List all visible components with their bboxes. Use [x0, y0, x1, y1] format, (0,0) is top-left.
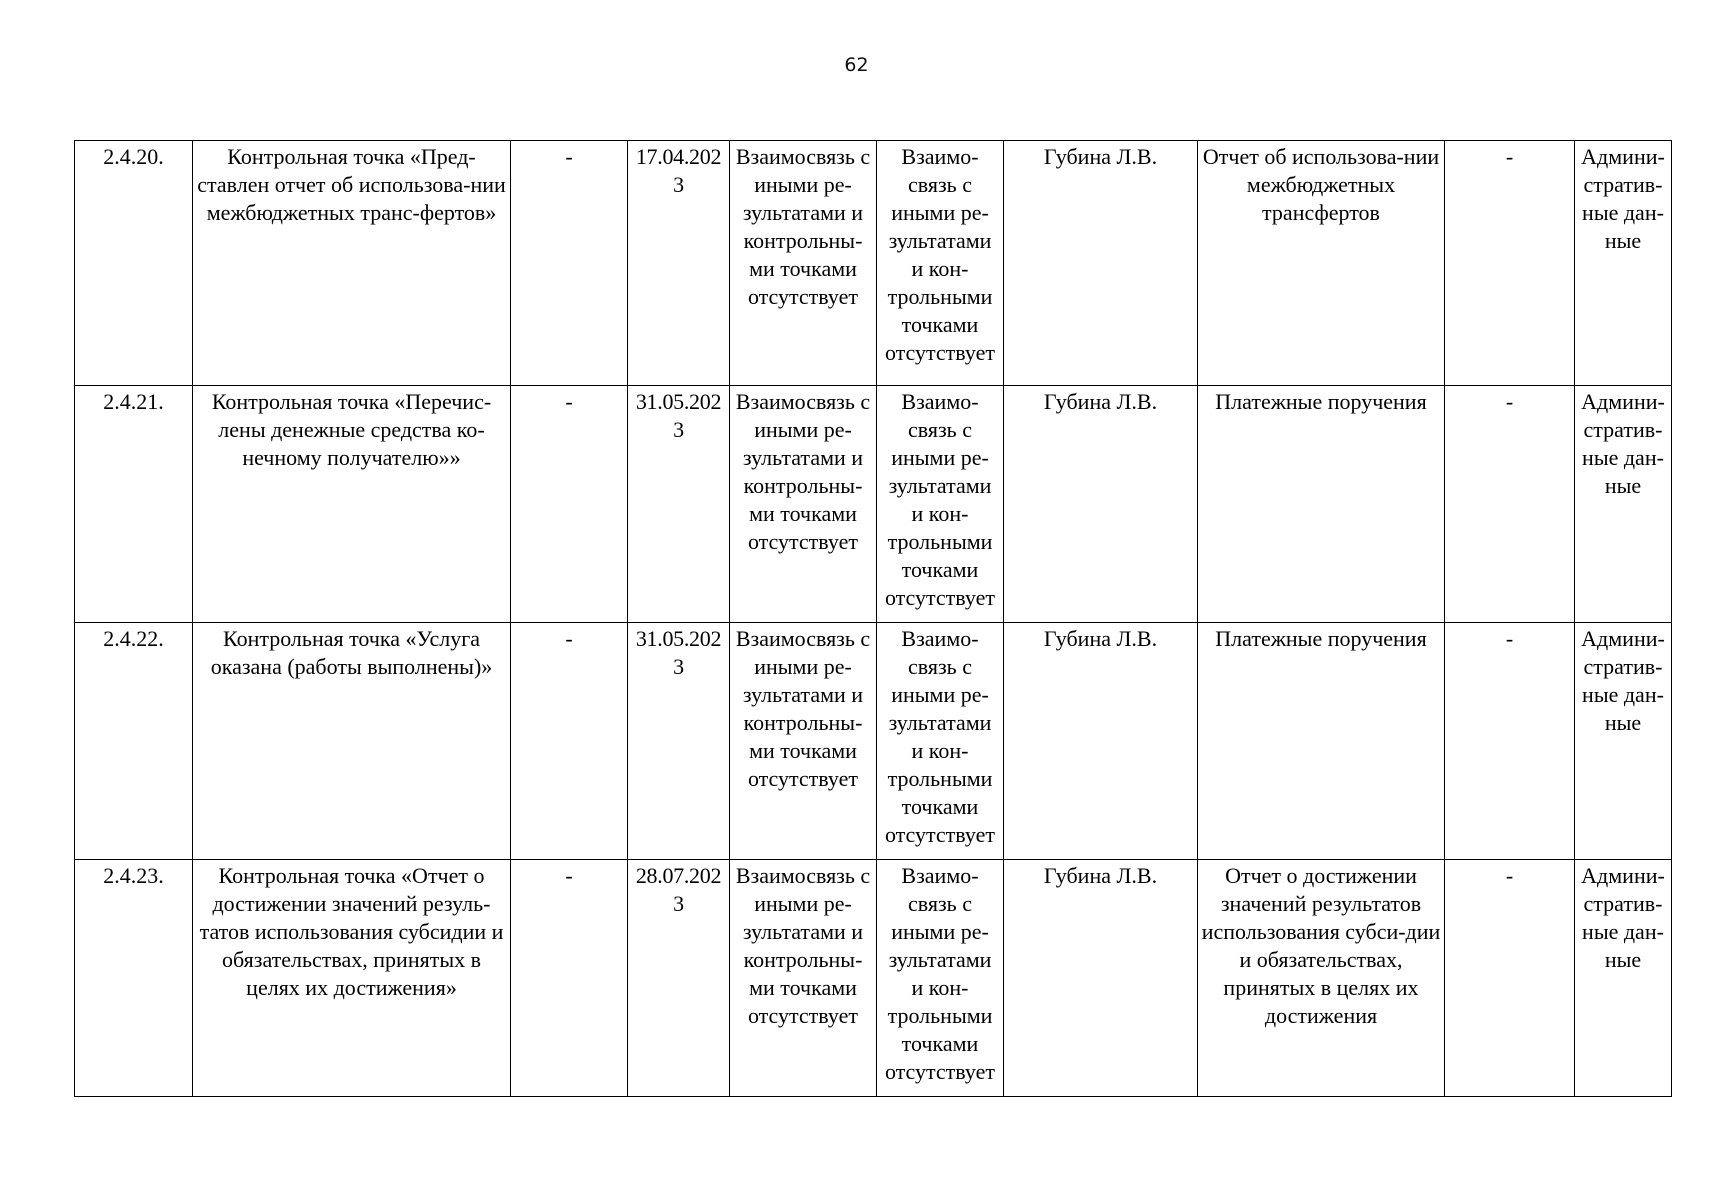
dash-cell: - — [511, 623, 628, 860]
link-results-cell: Взаимосвязь с иными ре-зультатами и контрольны-ми точками отсутствует — [730, 860, 877, 1097]
dash-cell: - — [1445, 623, 1575, 860]
responsible-cell: Губина Л.В. — [1004, 141, 1198, 386]
date-cell: 17.04.2023 — [628, 141, 730, 386]
control-point-name: Контрольная точка «Отчет о достижении значений резуль-татов использования субсидии и обязательствах, принятых в целях их достижения» — [193, 860, 511, 1097]
link-results-cell: Взаимосвязь с иными ре-зультатами и контрольны-ми точками отсутствует — [730, 141, 877, 386]
control-point-name: Контрольная точка «Перечис-лены денежные средства ко-нечному получателю»» — [193, 386, 511, 623]
table-row — [75, 386, 1672, 623]
source-cell: Админи-стратив-ные дан-ные — [1575, 141, 1672, 386]
document-cell: Платежные поручения — [1198, 623, 1445, 860]
dash-cell: - — [1445, 386, 1575, 623]
control-point-name: Контрольная точка «Услуга оказана (работы выполнены)» — [193, 623, 511, 860]
dash-cell: - — [511, 386, 628, 623]
date-cell: 31.05.2023 — [628, 386, 730, 623]
table-row — [75, 860, 1672, 1097]
row-number: 2.4.22. — [75, 623, 193, 860]
dash-cell: - — [511, 141, 628, 386]
dash-cell: - — [1445, 860, 1575, 1097]
responsible-cell: Губина Л.В. — [1004, 623, 1198, 860]
document-cell: Платежные поручения — [1198, 386, 1445, 623]
link-results-cell: Взаимосвязь с иными ре-зультатами и контрольны-ми точками отсутствует — [730, 386, 877, 623]
row-number: 2.4.23. — [75, 860, 193, 1097]
page-number: 62 — [844, 54, 869, 76]
source-cell: Админи-стратив-ные дан-ные — [1575, 386, 1672, 623]
dash-cell: - — [1445, 141, 1575, 386]
link-results-cell: Взаимосвязь с иными ре-зультатами и контрольны-ми точками отсутствует — [730, 623, 877, 860]
link-points-cell: Взаимо-связь с иными ре-зультатами и кон-трольными точками отсутствует — [877, 860, 1004, 1097]
link-points-cell: Взаимо-связь с иными ре-зультатами и кон-трольными точками отсутствует — [877, 141, 1004, 386]
date-cell: 31.05.2023 — [628, 623, 730, 860]
source-cell: Админи-стратив-ные дан-ные — [1575, 623, 1672, 860]
table-row — [75, 141, 1672, 386]
document-cell: Отчет о достижении значений результатов использования субси-дии и обязательствах, принятых в целях их достижения — [1198, 860, 1445, 1097]
row-number: 2.4.21. — [75, 386, 193, 623]
responsible-cell: Губина Л.В. — [1004, 386, 1198, 623]
date-cell: 28.07.2023 — [628, 860, 730, 1097]
link-points-cell: Взаимо-связь с иными ре-зультатами и кон-трольными точками отсутствует — [877, 623, 1004, 860]
dash-cell: - — [511, 860, 628, 1097]
document-cell: Отчет об использова-нии межбюджетных трансфертов — [1198, 141, 1445, 386]
source-cell: Админи-стратив-ные дан-ные — [1575, 860, 1672, 1097]
control-points-table — [74, 140, 1672, 1097]
row-number: 2.4.20. — [75, 141, 193, 386]
table-row — [75, 623, 1672, 860]
link-points-cell: Взаимо-связь с иными ре-зультатами и кон-трольными точками отсутствует — [877, 386, 1004, 623]
control-point-name: Контрольная точка «Пред-ставлен отчет об использова-нии межбюджетных транс-фертов» — [193, 141, 511, 386]
responsible-cell: Губина Л.В. — [1004, 860, 1198, 1097]
